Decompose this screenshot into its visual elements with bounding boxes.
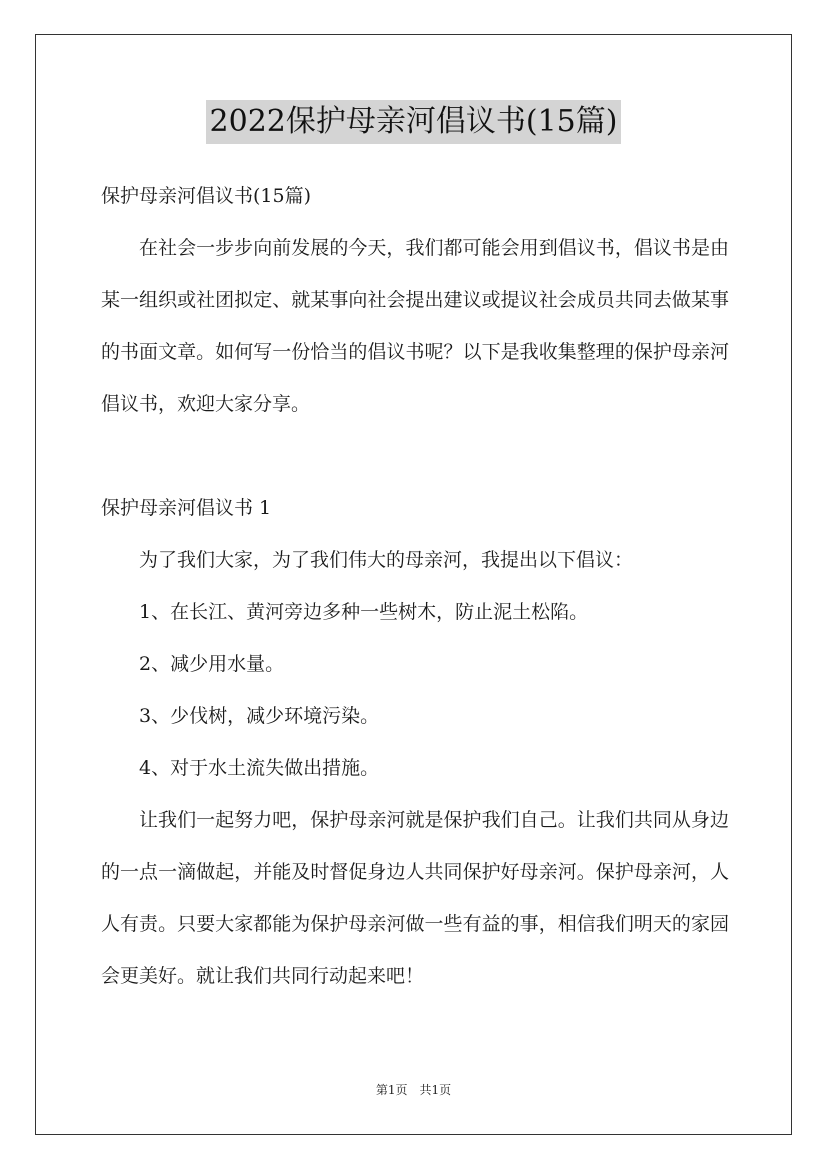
section-heading: 保护母亲河倡议书 1 [101, 497, 272, 519]
page-total: 共1页 [419, 1083, 452, 1097]
document-title: 2022保护母亲河倡议书(15篇) [206, 100, 622, 144]
closing-paragraph: 让我们一起努力吧，保护母亲河就是保护我们自己。让我们共同从身边的一点一滴做起，并能及时督促身边人共同保护好母亲河。保护母亲河，人人有责。只要大家都能为保护母亲河做一些有益的事，相信我们明天的家园会更美好。就让我们共同行动起来吧！ [101, 809, 729, 987]
list-item: 3、少伐树，减少环境污染。 [139, 705, 380, 727]
document-body [101, 170, 729, 1002]
paragraph-gap [101, 430, 729, 482]
intro-paragraph: 在社会一步步向前发展的今天，我们都可能会用到倡议书，倡议书是由某一组织或社团拟定、就某事向社会提出建议或提议社会成员共同去做某事的书面文章。如何写一份恰当的倡议书呢？以下是我收集整理的保护母亲河倡议书，欢迎大家分享。 [101, 237, 729, 415]
page-footer [0, 1082, 827, 1098]
page-number: 第1页 [375, 1083, 408, 1097]
list-item: 2、减少用水量。 [139, 653, 285, 675]
title-container [0, 100, 827, 144]
section-lead: 为了我们大家，为了我们伟大的母亲河，我提出以下倡议： [139, 549, 634, 571]
list-item: 4、对于水土流失做出措施。 [139, 757, 380, 779]
list-item: 1、在长江、黄河旁边多种一些树木，防止泥土松陷。 [139, 601, 589, 623]
document-subtitle: 保护母亲河倡议书(15篇) [101, 185, 312, 207]
